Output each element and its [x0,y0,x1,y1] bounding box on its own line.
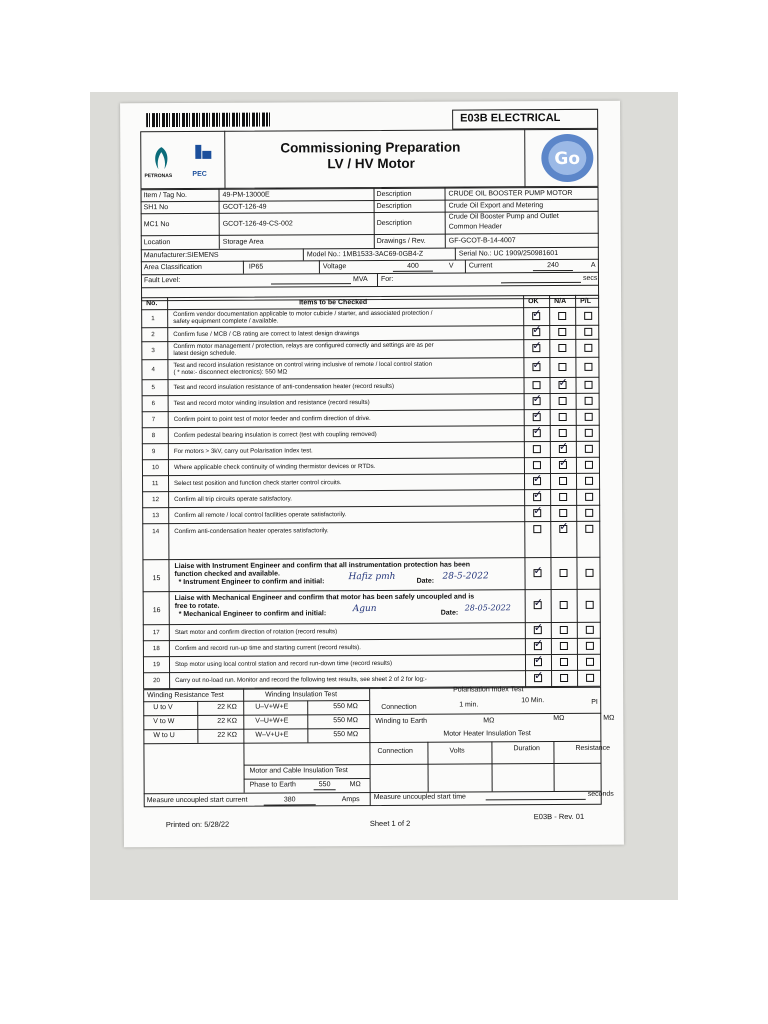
pi-10min-unit: MΩ [553,714,565,723]
row-19-pl-checkbox[interactable] [586,658,594,666]
row-16-ok-tick: ✓ [533,596,543,610]
winding-resistance-pair: U to V [153,704,173,712]
pi-label: PI [591,698,598,706]
row-8-text: Confirm pedestal bearing insulation is correct (test with coupling removed) [173,430,377,439]
row-1-text-1: Confirm vendor documentation applicable to motor cubicle / starter, and associated protection / [173,309,433,319]
col-pl-header: P/L [580,297,592,305]
form-title-line2: LV / HV Motor [327,155,415,172]
row-6-pl-checkbox[interactable] [585,397,593,405]
row-6-na-checkbox[interactable] [559,397,567,405]
row-8-number: 8 [151,431,156,439]
row-3-na-checkbox[interactable] [558,344,566,352]
voltage-unit: V [448,262,454,270]
description-label-1: Description [376,190,412,198]
row-12-number: 12 [152,495,160,503]
row-20-ok-tick: ✓ [534,669,544,683]
row-16-text-2: free to rotate. [174,602,220,611]
row-5-ok-checkbox[interactable] [533,381,541,389]
voltage-label: Voltage [322,263,347,271]
row-3-ok-tick: ✓ [532,339,542,353]
row-9-number: 9 [151,447,156,455]
row-13-na-checkbox[interactable] [559,509,567,517]
row-16-na-checkbox[interactable] [560,601,568,609]
row-2-number: 2 [151,330,155,338]
mh-duration-label: Duration [513,745,540,753]
pi-1min-unit: MΩ [483,717,495,725]
row-1-na-checkbox[interactable] [558,312,566,320]
winding-insulation-pair: U–V+W+E [255,703,289,711]
row-4-text-1: Test and record insulation resistance on control wiring inclusive of remote / local control station [173,360,433,370]
row-14-na-tick: ✓ [559,519,569,534]
winding-resistance-title: Winding Resistance Test [147,691,224,700]
description-value-3b: Common Header [448,223,503,231]
row-20-na-checkbox[interactable] [560,674,568,682]
mc1-label: MC1 No [143,221,170,229]
row-20-number: 20 [153,676,160,684]
current-unit: A [590,261,596,269]
row-10-pl-checkbox[interactable] [585,461,593,469]
pi-connection-label: Connection [381,703,417,711]
current-value: 240 [533,262,573,271]
col-ok-header: OK [528,298,539,306]
row-3-text-2: latest design schedule. [173,349,237,358]
row-7-ok-tick: ✓ [532,408,542,422]
row-11-number: 11 [152,479,159,487]
fault-level-unit: MVA [352,276,368,284]
fault-level-label: Fault Level: [143,277,181,285]
row-16-pl-checkbox[interactable] [586,601,594,609]
row-16-date-label: Date: [440,609,459,617]
winding-insulation-title: Winding Insulation Test [265,691,338,699]
row-18-number: 18 [152,644,160,652]
row-7-pl-checkbox[interactable] [585,413,593,421]
mh-connection-label: Connection [377,747,413,755]
row-18-na-checkbox[interactable] [560,642,568,650]
mc-phase-unit: MΩ [349,781,361,789]
row-11-ok-tick: ✓ [532,472,543,486]
model-text: Model No.: 1MB1533-3AC69-0GB4-Z [306,250,424,259]
row-1-ok-tick: ✓ [532,307,542,321]
row-15-text-1: Liaise with Instrument Engineer and confirm that all instrumentation protection has been [174,561,471,571]
row-16-text-3: * Mechanical Engineer to confirm and initial: [178,610,327,619]
location-value: Storage Area [222,238,264,246]
row-10-ok-checkbox[interactable] [533,461,541,469]
petronas-logo-icon [148,145,174,171]
row-5-number: 5 [151,383,156,391]
description-value-2: Crude Oil Export and Metering [448,202,544,210]
description-value-3a: Crude Oil Booster Pump and Outlet [448,213,559,221]
row-15-number: 15 [152,575,161,583]
row-17-text: Start motor and confirm direction of rotation (record results) [174,627,338,636]
row-15-initial: Hafiz pmh [348,571,396,583]
form-revision: E03B - Rev. 01 [533,811,585,822]
row-8-pl-checkbox[interactable] [585,429,593,437]
row-19-na-checkbox[interactable] [560,658,568,666]
row-7-na-checkbox[interactable] [559,413,567,421]
start-current-value: 380 [264,796,316,805]
row-16-text-1: Liaise with Mechanical Engineer and confirm that motor has been safely uncoupled and is [174,593,475,603]
winding-resistance-value: 22 KΩ [217,717,237,725]
row-6-text: Test and record motor winding insulation and resistance (record results) [173,398,370,407]
manufacturer-text: Manufacturer:SIEMENS [143,251,219,260]
winding-insulation-pair: W–V+U+E [255,731,289,739]
row-14-pl-checkbox[interactable] [585,525,593,533]
item-tag-value: 49-PM-13000E [222,191,270,199]
row-12-text: Confirm all trip circuits operate satisfactory. [174,494,292,503]
row-3-number: 3 [151,346,155,354]
pi-1min-label: 1 min. [459,701,479,709]
row-5-pl-checkbox[interactable] [585,381,593,389]
barcode [146,113,270,128]
row-8-ok-tick: ✓ [532,424,543,438]
row-17-na-checkbox[interactable] [560,626,568,634]
row-11-pl-checkbox[interactable] [585,477,593,485]
col-no-header: No. [146,300,158,308]
row-14-text: Confirm anti-condensation heater operates satisfactorily. [174,526,329,535]
col-items-header: Items to be Checked [299,299,368,307]
start-current-label: Measure uncoupled start current [146,796,248,805]
winding-insulation-value: 550 MΩ [333,703,358,711]
row-19-text: Stop motor using local control station and record run-down time (record results) [174,659,393,668]
pi-10min-label: 10 Min. [521,697,545,705]
row-15-text-2: function checked and available. [174,570,280,579]
row-12-pl-checkbox[interactable] [585,493,593,501]
row-4-ok-tick: ✓ [532,358,542,372]
col-na-header: N/A [554,297,567,306]
row-4-na-checkbox[interactable] [558,363,566,371]
row-11-na-checkbox[interactable] [559,477,567,485]
row-13-number: 13 [152,511,160,519]
row-7-number: 7 [151,415,156,423]
drawings-label: Drawings / Rev. [376,237,426,245]
row-17-ok-tick: ✓ [533,621,544,635]
area-class-label: Area Classification [143,263,202,272]
go-logo-icon [538,131,596,185]
mc1-value: GCOT-126-49-CS-002 [222,220,293,228]
row-1-text-2: safety equipment complete / available. [173,317,279,326]
secs-label: secs [582,274,598,282]
form-title-line1: Commissioning Preparation [280,139,461,156]
row-16-initial: Agun [352,603,377,615]
row-10-number: 10 [151,463,159,471]
row-17-number: 17 [152,628,160,636]
description-label-3: Description [376,219,412,227]
mc-phase-value: 550 [314,781,336,790]
sheet-number: Sheet 1 of 2 [369,818,411,829]
location-label: Location [143,239,171,247]
row-16-date: 28-05-2022 [464,603,511,613]
winding-insulation-value: 550 MΩ [333,731,359,739]
row-4-number: 4 [151,365,155,373]
mh-volts-label: Volts [449,747,465,755]
row-9-text: For motors > 3kV, carry out Polarisation Index test. [173,446,313,455]
row-20-pl-checkbox[interactable] [586,674,594,682]
row-18-text: Confirm and record run-up time and starting current (record results). [174,643,361,652]
pec-logo-text: PEC [192,170,207,178]
row-20-text: Carry out no-load run. Monitor and record the following test results, see sheet 2 of 2 for log:- [175,675,427,684]
commissioning-form-sheet [120,101,624,848]
polarisation-index-title: Polarisation Index Test [453,686,524,694]
start-current-unit: Amps [341,796,360,804]
winding-insulation-pair: V–U+W+E [255,717,289,725]
serial-text: Serial No.: UC 1909/250981601 [458,250,559,258]
mh-resistance-label: Resistance [575,744,611,752]
row-10-na-tick: ✓ [558,455,569,470]
row-16-number: 16 [152,607,161,615]
winding-resistance-pair: V to W [153,718,175,726]
current-label: Current [468,262,493,270]
row-14-number: 14 [152,527,160,535]
pec-logo-icon [192,143,214,171]
motor-heater-title: Motor Heater Insulation Test [443,730,531,738]
row-12-na-checkbox[interactable] [559,493,567,501]
row-8-na-checkbox[interactable] [559,429,567,437]
row-3-text-1: Confirm motor management / protection, relays are configured correctly and settings are as per [173,341,434,351]
winding-resistance-pair: W to U [153,732,175,740]
printed-on: Printed on: 5/28/22 [165,819,230,830]
pi-unit: MΩ [603,714,615,722]
row-11-text: Select test position and function check starter control circuits. [174,478,342,487]
area-class-value: IP65 [248,263,264,271]
row-15-date-label: Date: [416,577,435,585]
winding-insulation-value: 550 MΩ [333,717,359,725]
row-2-text: Confirm fuse / MCB / CB rating are correct to latest design drawings [173,329,360,338]
row-4-pl-checkbox[interactable] [584,363,592,371]
row-19-number: 19 [152,660,160,668]
row-17-pl-checkbox[interactable] [586,626,594,634]
row-10-text: Where applicable check continuity of winding thermistor devices or RTDs. [173,462,376,471]
start-time-label: Measure uncoupled start time [373,793,466,801]
row-19-ok-tick: ✓ [533,653,544,667]
row-9-pl-checkbox[interactable] [585,445,593,453]
item-tag-label: Item / Tag No. [143,191,188,200]
row-1-number: 1 [151,314,155,322]
start-time-unit: seconds [587,790,614,798]
description-label-2: Description [376,202,412,210]
mc-phase-label: Phase to Earth [249,781,296,789]
description-value-1: CRUDE OIL BOOSTER PUMP MOTOR [448,189,573,198]
row-12-ok-tick: ✓ [533,488,543,502]
row-18-pl-checkbox[interactable] [586,642,594,650]
section-label: E03B ELECTRICAL [460,112,561,125]
row-9-na-tick: ✓ [558,439,569,454]
sh1-value: GCOT-126-49 [222,203,267,211]
row-9-ok-checkbox[interactable] [533,445,541,453]
svg-text:Go: Go [554,148,581,170]
row-3-pl-checkbox[interactable] [584,344,592,352]
drawings-value: GF-GCOT-B-14-4007 [448,237,516,245]
winding-resistance-value: 22 KΩ [217,731,238,739]
row-15-pl-checkbox[interactable] [585,569,593,577]
row-15-text-3: * Instrument Engineer to confirm and initial: [178,578,325,587]
for-label: For: [380,275,394,283]
row-5-text: Test and record insulation resistance of anti-condensation heater (record results) [173,382,395,391]
motor-cable-title: Motor and Cable Insulation Test [249,767,348,775]
row-2-na-checkbox[interactable] [558,328,566,336]
row-2-ok-tick: ✓ [532,323,542,337]
row-13-pl-checkbox[interactable] [585,509,593,517]
row-18-ok-tick: ✓ [533,637,544,651]
row-14-ok-checkbox[interactable] [533,525,541,533]
row-15-na-checkbox[interactable] [560,569,568,577]
row-7-text: Confirm point to point test of motor feeder and confirm direction of drive. [173,414,371,423]
row-13-ok-tick: ✓ [533,504,543,518]
row-6-number: 6 [151,399,156,407]
row-5-na-tick: ✓ [558,375,568,390]
pi-winding-label: Winding to Earth [375,717,428,725]
row-13-text: Confirm all remote / local control facilities operate satisfactorily. [174,510,347,519]
winding-resistance-value: 22 KΩ [217,703,237,711]
row-4-text-2: ( * note:- disconnect electronics): 550 MΩ [173,368,288,377]
sh1-label: SH1 No [143,204,169,212]
row-6-ok-tick: ✓ [532,392,542,406]
row-15-ok-tick: ✓ [533,564,543,578]
row-15-date: 28-5-2022 [442,571,489,582]
voltage-value: 400 [393,263,433,272]
petronas-logo-text: PETRONAS [144,173,173,180]
row-2-pl-checkbox[interactable] [584,328,592,336]
row-1-pl-checkbox[interactable] [584,312,592,320]
